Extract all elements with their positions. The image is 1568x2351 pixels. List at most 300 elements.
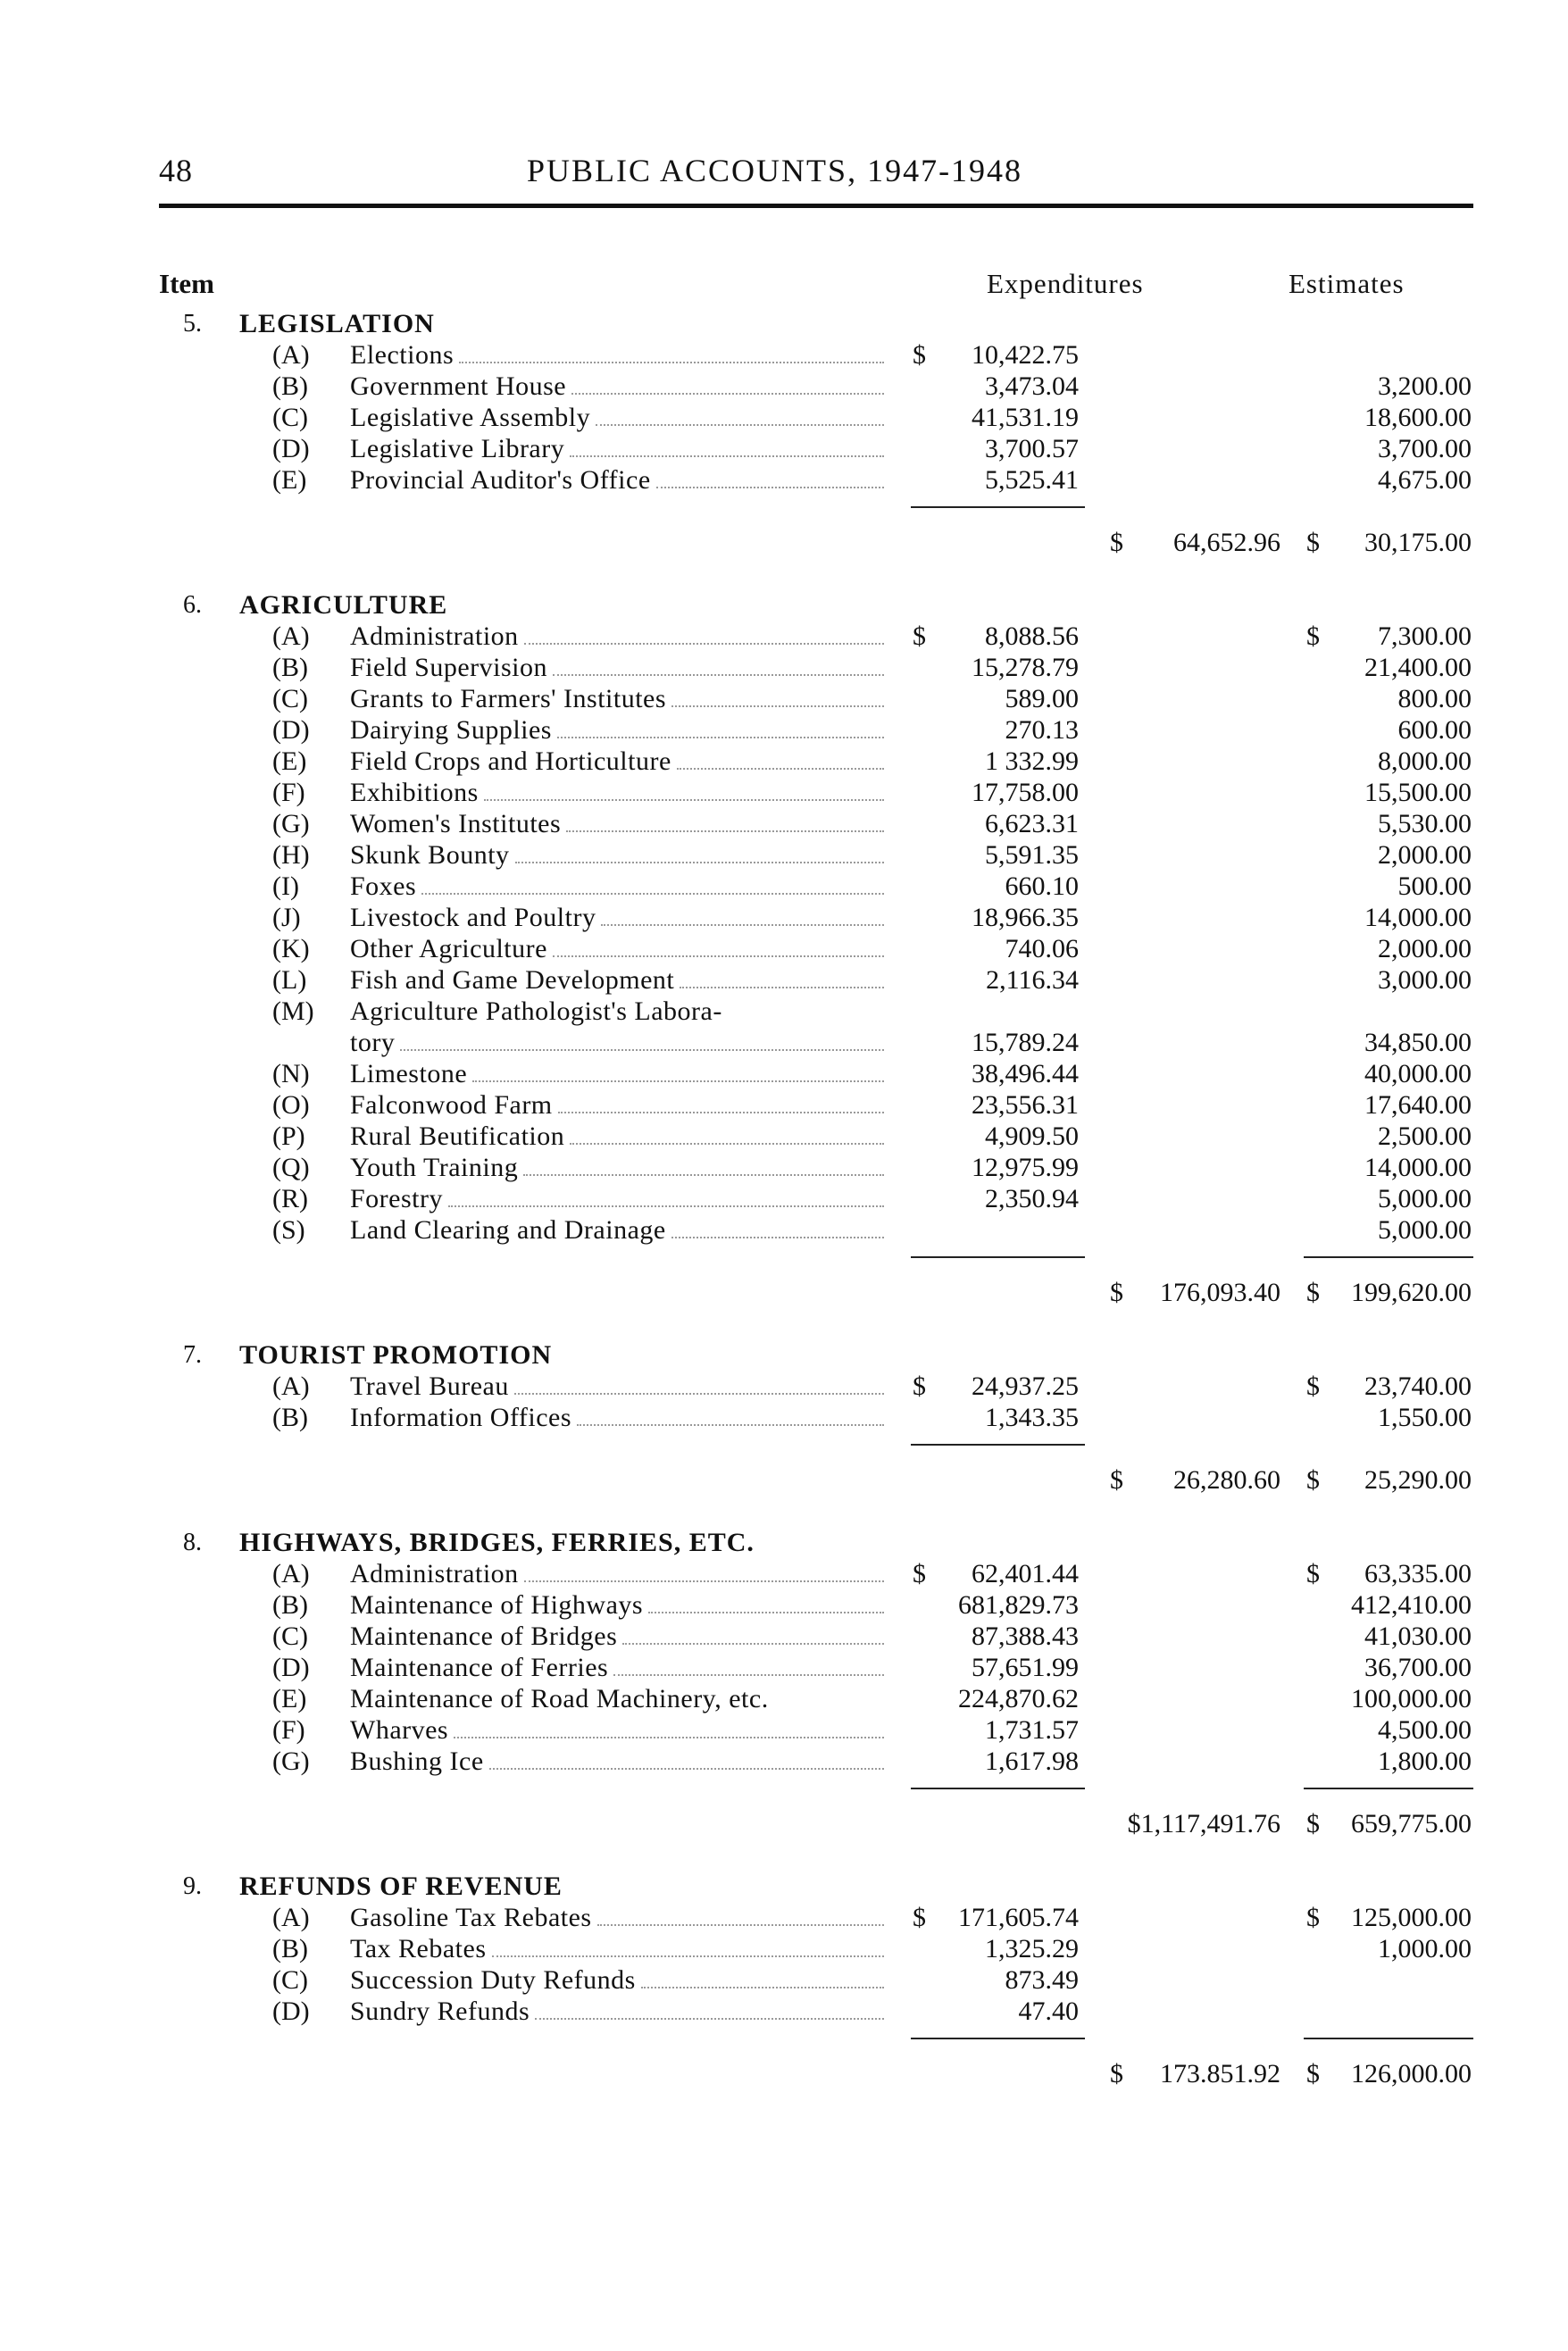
leader-dots <box>570 1143 884 1145</box>
expenditure-value: 5,591.35 <box>985 840 1079 870</box>
expenditure-value: 23,556.31 <box>972 1090 1079 1120</box>
item-label-text: Succession Duty Refunds <box>350 1965 636 1995</box>
item-label-text: Field Crops and Horticulture <box>350 746 671 776</box>
expenditure-value: 873.49 <box>1005 1965 1079 1995</box>
leader-dots <box>454 1737 884 1738</box>
item-letter: (B) <box>272 371 308 401</box>
estimate-value: 600.00 <box>1397 715 1472 745</box>
estimate-value: 36,700.00 <box>1364 1653 1472 1682</box>
item-letter: (J) <box>272 903 301 932</box>
line-item <box>0 1402 1568 1433</box>
item-label <box>350 1933 886 1964</box>
item-label <box>350 1652 886 1683</box>
leader-dots <box>514 1393 884 1395</box>
estimate-value: 7,300.00 <box>1378 621 1472 651</box>
dollar-sign: $ <box>1110 1465 1123 1495</box>
estimate-value: 15,500.00 <box>1364 778 1472 807</box>
line-item <box>0 1996 1568 2027</box>
item-letter: (F) <box>272 778 305 807</box>
line-item <box>0 1964 1568 1996</box>
item-letter: (M) <box>272 996 314 1026</box>
item-label-text: tory <box>350 1028 396 1057</box>
page-number: 48 <box>159 153 193 188</box>
leader-dots <box>524 1580 884 1582</box>
line-item <box>0 433 1568 464</box>
leader-dots <box>558 1112 884 1113</box>
section-title-row <box>0 1339 1568 1371</box>
item-label <box>350 1996 886 2027</box>
estimate-value: 412,410.00 <box>1351 1590 1472 1620</box>
leader-dots <box>571 393 884 395</box>
item-label-text: Information Offices <box>350 1403 572 1432</box>
item-label-text: Wharves <box>350 1715 449 1745</box>
estimate-value: 14,000.00 <box>1364 903 1472 932</box>
expenditure-value: 8,088.56 <box>985 621 1079 651</box>
estimate-value: 18,600.00 <box>1364 403 1472 432</box>
item-label <box>350 1089 886 1121</box>
expenditure-value: 15,278.79 <box>972 653 1079 682</box>
line-item <box>0 1933 1568 1964</box>
line-item <box>0 1714 1568 1746</box>
dollar-sign: $ <box>1306 2059 1320 2088</box>
estimate-value: 5,000.00 <box>1378 1215 1472 1245</box>
line-item <box>0 371 1568 402</box>
item-letter: (P) <box>272 1121 305 1151</box>
dollar-sign: $ <box>1110 528 1123 557</box>
line-item <box>0 1152 1568 1183</box>
estimate-value: 3,000.00 <box>1378 965 1472 995</box>
expenditure-value: 3,473.04 <box>985 371 1079 401</box>
item-letter: (Q) <box>272 1153 310 1182</box>
section-title: TOURIST PROMOTION <box>239 1340 553 1370</box>
item-label <box>350 1683 886 1714</box>
leader-dots <box>459 362 884 363</box>
expenditure-value: 41,531.19 <box>972 403 1079 432</box>
line-item <box>0 777 1568 808</box>
item-letter: (D) <box>272 715 310 745</box>
estimate-value: 5,530.00 <box>1378 809 1472 838</box>
item-letter: (B) <box>272 653 308 682</box>
item-letter: (A) <box>272 1903 310 1932</box>
item-letter: (R) <box>272 1184 308 1213</box>
expenditure-value: 18,966.35 <box>972 903 1079 932</box>
item-label <box>350 1964 886 1996</box>
section-number: 7. <box>183 1341 202 1369</box>
subtotal-rule-estimates <box>1304 1256 1473 1258</box>
estimate-value: 5,000.00 <box>1378 1184 1472 1213</box>
section-total-row <box>0 1808 1568 1839</box>
item-label-text: Administration <box>350 1559 519 1588</box>
subtotal-rule-estimates <box>1304 1788 1473 1789</box>
dollar-sign: $ <box>1110 2059 1123 2088</box>
item-letter: (E) <box>272 746 307 776</box>
item-label <box>350 433 886 464</box>
line-item <box>0 339 1568 371</box>
dollar-sign: $ <box>1306 621 1320 651</box>
expenditure-value: 1,617.98 <box>985 1747 1079 1776</box>
expenditure-value: 4,909.50 <box>985 1121 1079 1151</box>
section-title-row <box>0 1527 1568 1558</box>
total-expenditure: 173.851.92 <box>1160 2059 1280 2088</box>
leader-dots <box>523 1174 884 1176</box>
expenditure-value: 171,605.74 <box>958 1903 1079 1932</box>
leader-dots <box>671 1237 884 1238</box>
estimate-value: 21,400.00 <box>1364 653 1472 682</box>
item-label-text: Land Clearing and Drainage <box>350 1215 666 1245</box>
section-title: AGRICULTURE <box>239 590 448 620</box>
leader-dots <box>535 2018 884 2020</box>
column-header-estimates: Estimates <box>1289 268 1405 299</box>
line-item <box>0 808 1568 839</box>
item-letter: (C) <box>272 403 308 432</box>
item-letter: (F) <box>272 1715 305 1745</box>
item-label <box>350 996 886 1027</box>
item-letter: (E) <box>272 465 307 495</box>
line-item <box>0 839 1568 871</box>
item-letter: (B) <box>272 1590 308 1620</box>
item-label <box>350 621 886 652</box>
item-label <box>350 1058 886 1089</box>
item-label-text: Maintenance of Highways <box>350 1590 644 1620</box>
leader-dots <box>577 1424 884 1426</box>
item-label-text: Provincial Auditor's Office <box>350 465 651 495</box>
item-label <box>350 683 886 714</box>
item-label <box>350 1589 886 1621</box>
item-letter: (L) <box>272 965 307 995</box>
dollar-sign: $ <box>913 340 926 370</box>
item-label-text: Legislative Library <box>350 434 565 463</box>
expenditure-value: 740.06 <box>1005 934 1079 963</box>
item-label-text: Travel Bureau <box>350 1371 509 1401</box>
item-label-text: Forestry <box>350 1184 443 1213</box>
item-label-text: Other Agriculture <box>350 934 547 963</box>
section-title-row <box>0 589 1568 621</box>
item-letter: (N) <box>272 1059 310 1088</box>
column-header-expenditures: Expenditures <box>987 268 1144 299</box>
running-title: PUBLIC ACCOUNTS, 1947-1948 <box>527 153 1023 188</box>
estimate-value: 2,000.00 <box>1378 934 1472 963</box>
total-estimate: 25,290.00 <box>1364 1465 1472 1495</box>
leader-dots <box>597 1924 884 1926</box>
expenditure-value: 1,325.29 <box>985 1934 1079 1963</box>
section-title-row <box>0 308 1568 339</box>
leader-dots <box>448 1205 884 1207</box>
item-label <box>350 902 886 933</box>
item-label <box>350 1214 886 1246</box>
leader-dots <box>680 987 884 988</box>
item-label-text: Exhibitions <box>350 778 479 807</box>
item-letter: (A) <box>272 1371 310 1401</box>
item-label-text: Maintenance of Bridges <box>350 1622 618 1651</box>
expenditure-value: 12,975.99 <box>972 1153 1079 1182</box>
leader-dots <box>524 643 884 645</box>
section-title-row <box>0 1871 1568 1902</box>
item-label-text: Maintenance of Ferries <box>350 1653 609 1682</box>
dollar-sign: $ <box>1306 1465 1320 1495</box>
item-letter: (O) <box>272 1090 310 1120</box>
leader-dots <box>677 768 884 770</box>
section-number: 5. <box>183 310 202 338</box>
item-label-text: Foxes <box>350 871 417 901</box>
dollar-sign: $ <box>913 1903 926 1932</box>
line-item <box>0 1621 1568 1652</box>
item-label-text: Fish and Game Development <box>350 965 675 995</box>
expenditure-value: 15,789.24 <box>972 1028 1079 1057</box>
item-label <box>350 1558 886 1589</box>
item-label <box>350 714 886 746</box>
leader-dots <box>553 674 884 676</box>
item-label <box>350 371 886 402</box>
item-label-text: Youth Training <box>350 1153 519 1182</box>
item-letter: (H) <box>272 840 310 870</box>
leader-dots <box>557 737 884 738</box>
item-label <box>350 1183 886 1214</box>
dollar-sign: $ <box>913 1559 926 1588</box>
total-expenditure: $1,117,491.76 <box>1127 1809 1280 1838</box>
item-label-text: Dairying Supplies <box>350 715 552 745</box>
dollar-sign: $ <box>1306 1278 1320 1307</box>
estimate-value: 63,335.00 <box>1364 1559 1472 1588</box>
dollar-sign: $ <box>1306 528 1320 557</box>
item-letter: (C) <box>272 684 308 713</box>
subtotal-rule <box>911 1256 1085 1258</box>
estimate-value: 3,200.00 <box>1378 371 1472 401</box>
line-item <box>0 1902 1568 1933</box>
expenditure-value: 2,116.34 <box>986 965 1079 995</box>
estimate-value: 2,000.00 <box>1378 840 1472 870</box>
column-header-item: Item <box>159 268 214 299</box>
estimate-value: 17,640.00 <box>1364 1090 1472 1120</box>
item-label <box>350 777 886 808</box>
item-letter: (D) <box>272 1997 310 2026</box>
item-letter: (C) <box>272 1965 308 1995</box>
item-letter: (I) <box>272 871 299 901</box>
section-total-row <box>0 1277 1568 1308</box>
expenditure-value: 1,343.35 <box>985 1403 1079 1432</box>
expenditure-value: 62,401.44 <box>972 1559 1079 1588</box>
item-label-text: Grants to Farmers' Institutes <box>350 684 667 713</box>
expenditure-value: 589.00 <box>1005 684 1079 713</box>
item-label <box>350 339 886 371</box>
dollar-sign: $ <box>1306 1809 1320 1838</box>
expenditure-value: 10,422.75 <box>972 340 1079 370</box>
expenditure-value: 2,350.94 <box>985 1184 1079 1213</box>
expenditure-value: 681,829.73 <box>958 1590 1079 1620</box>
expenditure-value: 87,388.43 <box>972 1622 1079 1651</box>
item-label-text: Women's Institutes <box>350 809 562 838</box>
line-item <box>0 402 1568 433</box>
line-item <box>0 1652 1568 1683</box>
expenditure-value: 57,651.99 <box>972 1653 1079 1682</box>
line-item <box>0 1183 1568 1214</box>
estimate-value: 800.00 <box>1397 684 1472 713</box>
item-label <box>350 1402 886 1433</box>
item-label-text: Bushing Ice <box>350 1747 484 1776</box>
expenditure-value: 224,870.62 <box>958 1684 1079 1713</box>
section-title: LEGISLATION <box>239 309 435 338</box>
item-letter: (G) <box>272 1747 310 1776</box>
item-label-text: Maintenance of Road Machinery, etc. <box>350 1684 769 1713</box>
item-letter: (B) <box>272 1403 308 1432</box>
item-letter: (E) <box>272 1684 307 1713</box>
estimate-value: 14,000.00 <box>1364 1153 1472 1182</box>
estimate-value: 41,030.00 <box>1364 1622 1472 1651</box>
leader-dots <box>472 1080 884 1082</box>
estimate-value: 100,000.00 <box>1351 1684 1472 1713</box>
estimate-value: 34,850.00 <box>1364 1028 1472 1057</box>
item-letter: (A) <box>272 340 310 370</box>
subtotal-rule <box>911 2038 1085 2039</box>
estimate-value: 23,740.00 <box>1364 1371 1472 1401</box>
leader-dots <box>515 862 884 863</box>
estimate-value: 3,700.00 <box>1378 434 1472 463</box>
item-label <box>350 808 886 839</box>
line-item <box>0 1746 1568 1777</box>
line-item <box>0 1089 1568 1121</box>
item-label <box>350 402 886 433</box>
leader-dots <box>484 799 884 801</box>
item-label-text: Elections <box>350 340 455 370</box>
estimate-value: 125,000.00 <box>1351 1903 1472 1932</box>
leader-dots <box>671 705 884 707</box>
item-letter: (A) <box>272 1559 310 1588</box>
item-label-text: Government House <box>350 371 567 401</box>
expenditure-value: 6,623.31 <box>985 809 1079 838</box>
total-estimate: 199,620.00 <box>1351 1278 1472 1307</box>
estimate-value: 4,675.00 <box>1378 465 1472 495</box>
line-item <box>0 1371 1568 1402</box>
leader-dots <box>596 424 884 426</box>
dollar-sign: $ <box>1306 1371 1320 1401</box>
item-label <box>350 933 886 964</box>
item-label <box>350 839 886 871</box>
item-letter: (B) <box>272 1934 308 1963</box>
line-item <box>0 1683 1568 1714</box>
leader-dots <box>421 893 884 895</box>
section-total-row <box>0 2058 1568 2089</box>
leader-dots <box>613 1674 884 1676</box>
dollar-sign: $ <box>1110 1278 1123 1307</box>
total-estimate: 126,000.00 <box>1351 2059 1472 2088</box>
line-item <box>0 933 1568 964</box>
line-item <box>0 1121 1568 1152</box>
item-label <box>350 1121 886 1152</box>
leader-dots <box>492 1955 884 1957</box>
estimate-value: 2,500.00 <box>1378 1121 1472 1151</box>
item-letter: (K) <box>272 934 310 963</box>
item-label-text: Rural Beutification <box>350 1121 565 1151</box>
item-label <box>350 1746 886 1777</box>
item-label <box>350 464 886 496</box>
expenditure-value: 24,937.25 <box>972 1371 1079 1401</box>
estimate-value: 40,000.00 <box>1364 1059 1472 1088</box>
item-label-text: Limestone <box>350 1059 468 1088</box>
line-item <box>0 464 1568 496</box>
leader-dots <box>553 955 884 957</box>
total-expenditure: 64,652.96 <box>1173 528 1280 557</box>
total-estimate: 659,775.00 <box>1351 1809 1472 1838</box>
leader-dots <box>489 1768 884 1770</box>
section-number: 6. <box>183 591 202 619</box>
estimate-value: 1,800.00 <box>1378 1747 1472 1776</box>
subtotal-rule <box>911 1444 1085 1446</box>
expenditure-value: 1,731.57 <box>985 1715 1079 1745</box>
expenditure-value: 38,496.44 <box>972 1059 1079 1088</box>
estimate-value: 500.00 <box>1397 871 1472 901</box>
dollar-sign: $ <box>1306 1559 1320 1588</box>
item-label <box>350 1902 886 1933</box>
item-letter: (D) <box>272 434 310 463</box>
item-label <box>350 1371 886 1402</box>
line-item <box>0 746 1568 777</box>
item-label <box>350 1152 886 1183</box>
leader-dots <box>566 830 884 832</box>
item-label <box>350 1714 886 1746</box>
estimate-value: 8,000.00 <box>1378 746 1472 776</box>
leader-dots <box>570 455 884 457</box>
line-item <box>0 1214 1568 1246</box>
item-label <box>350 652 886 683</box>
line-item <box>0 1027 1568 1058</box>
estimate-value: 4,500.00 <box>1378 1715 1472 1745</box>
leader-dots <box>641 1987 884 1988</box>
total-expenditure: 176,093.40 <box>1160 1278 1280 1307</box>
expenditure-value: 5,525.41 <box>985 465 1079 495</box>
section-number: 8. <box>183 1529 202 1556</box>
item-label-text: Livestock and Poultry <box>350 903 596 932</box>
estimate-value: 1,550.00 <box>1378 1403 1472 1432</box>
leader-dots <box>601 924 884 926</box>
item-label <box>350 746 886 777</box>
item-label-text: Field Supervision <box>350 653 548 682</box>
subtotal-rule-estimates <box>1304 2038 1473 2039</box>
dollar-sign: $ <box>1306 1903 1320 1932</box>
item-label-text: Sundry Refunds <box>350 1997 530 2026</box>
item-label-text: Tax Rebates <box>350 1934 487 1963</box>
line-item <box>0 621 1568 652</box>
total-estimate: 30,175.00 <box>1364 528 1472 557</box>
line-item <box>0 964 1568 996</box>
section-title: HIGHWAYS, BRIDGES, FERRIES, ETC. <box>239 1528 755 1557</box>
item-label <box>350 1621 886 1652</box>
item-label <box>350 964 886 996</box>
expenditure-value: 3,700.57 <box>985 434 1079 463</box>
item-letter: (D) <box>272 1653 310 1682</box>
item-label <box>350 871 886 902</box>
item-label-text: Administration <box>350 621 519 651</box>
line-item <box>0 683 1568 714</box>
leader-dots <box>656 487 884 488</box>
line-item <box>0 714 1568 746</box>
leader-dots <box>622 1643 884 1645</box>
section-total-row <box>0 527 1568 558</box>
item-letter: (G) <box>272 809 310 838</box>
estimate-value: 1,000.00 <box>1378 1934 1472 1963</box>
line-item <box>0 652 1568 683</box>
line-item <box>0 1589 1568 1621</box>
expenditure-value: 47.40 <box>1018 1997 1079 2026</box>
leader-dots <box>400 1049 884 1051</box>
line-item <box>0 902 1568 933</box>
item-label-text: Legislative Assembly <box>350 403 591 432</box>
item-label-text: Skunk Bounty <box>350 840 510 870</box>
item-label-text: Gasoline Tax Rebates <box>350 1903 592 1932</box>
section-number: 9. <box>183 1872 202 1900</box>
item-letter: (A) <box>272 621 310 651</box>
subtotal-rule <box>911 506 1085 508</box>
line-item <box>0 1058 1568 1089</box>
item-letter: (C) <box>272 1622 308 1651</box>
